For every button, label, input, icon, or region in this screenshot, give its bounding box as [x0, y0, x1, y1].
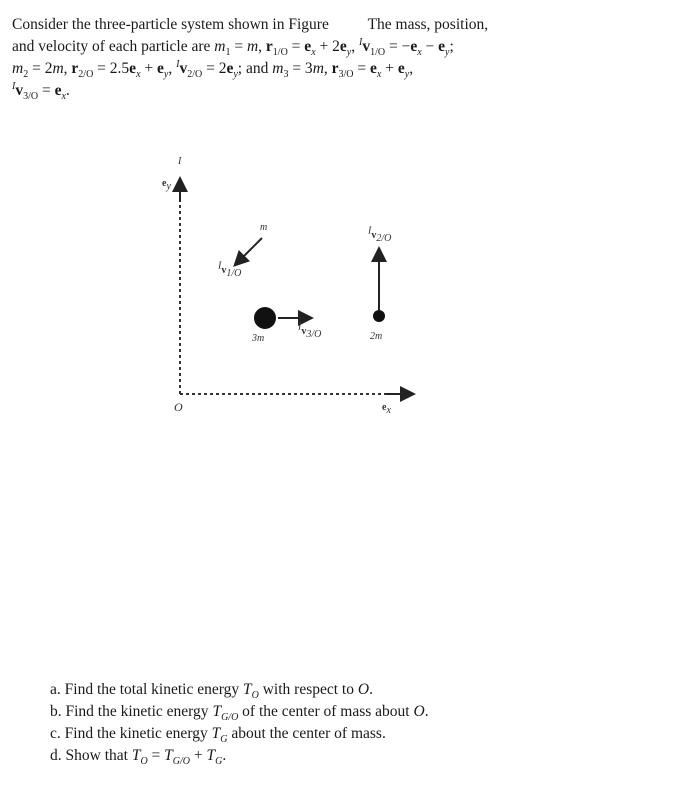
- problem-line-4: $^Iv_{3/O} = e_x$.: [12, 80, 70, 103]
- problem-line-1: Consider the three-particle system shown in Figure The mass, position,: [12, 16, 489, 33]
- m2-label: 2m: [370, 331, 383, 342]
- problem-line-3: $m_2 = 2m$, $r_{2/O} = 2.5e_x + e_y$, $^Iv_{2/O} = 2e_y$; and $m_3 = 3m$, $r_{3/O} = e_x + e_y$,: [12, 58, 414, 81]
- problem-statement: [12, 14, 682, 102]
- questions-list: [50, 679, 429, 767]
- v3-label: $^Iv_{3/O}$: [298, 321, 322, 340]
- v2-label: $^Iv_{2/O}$: [368, 225, 392, 244]
- ex-label: $e_x$: [382, 402, 391, 416]
- y-axis-label: I: [178, 156, 182, 167]
- ey-label: $e_y$: [162, 178, 171, 192]
- question-d: d. Show that $T_O = T_{G/O} + T_G$.: [50, 747, 227, 768]
- origin-label: O: [174, 400, 183, 414]
- particle-m2: [373, 310, 385, 322]
- three-particle-figure: [150, 152, 440, 447]
- m3-label: 3m: [252, 333, 265, 344]
- question-b: b. Find the kinetic energy $T_{G/O}$ of the center of mass about O.: [50, 703, 429, 724]
- v1-label: $^Iv_{1/O}$: [218, 260, 242, 279]
- question-c: c. Find the kinetic energy $T_G$ about the center of mass.: [50, 725, 386, 746]
- particle-m3: [254, 307, 276, 329]
- figure-svg: [150, 152, 440, 447]
- m1-label: m: [260, 222, 268, 233]
- problem-line-2: and velocity of each particle are $m_1 = m$, $r_{1/O} = e_x + 2e_y$, $^Iv_{1/O} = -e_x - e_y$;: [12, 36, 454, 59]
- v1-arrow: [236, 238, 262, 264]
- question-a: a. Find the total kinetic energy $T_O$ with respect to O.: [50, 681, 373, 702]
